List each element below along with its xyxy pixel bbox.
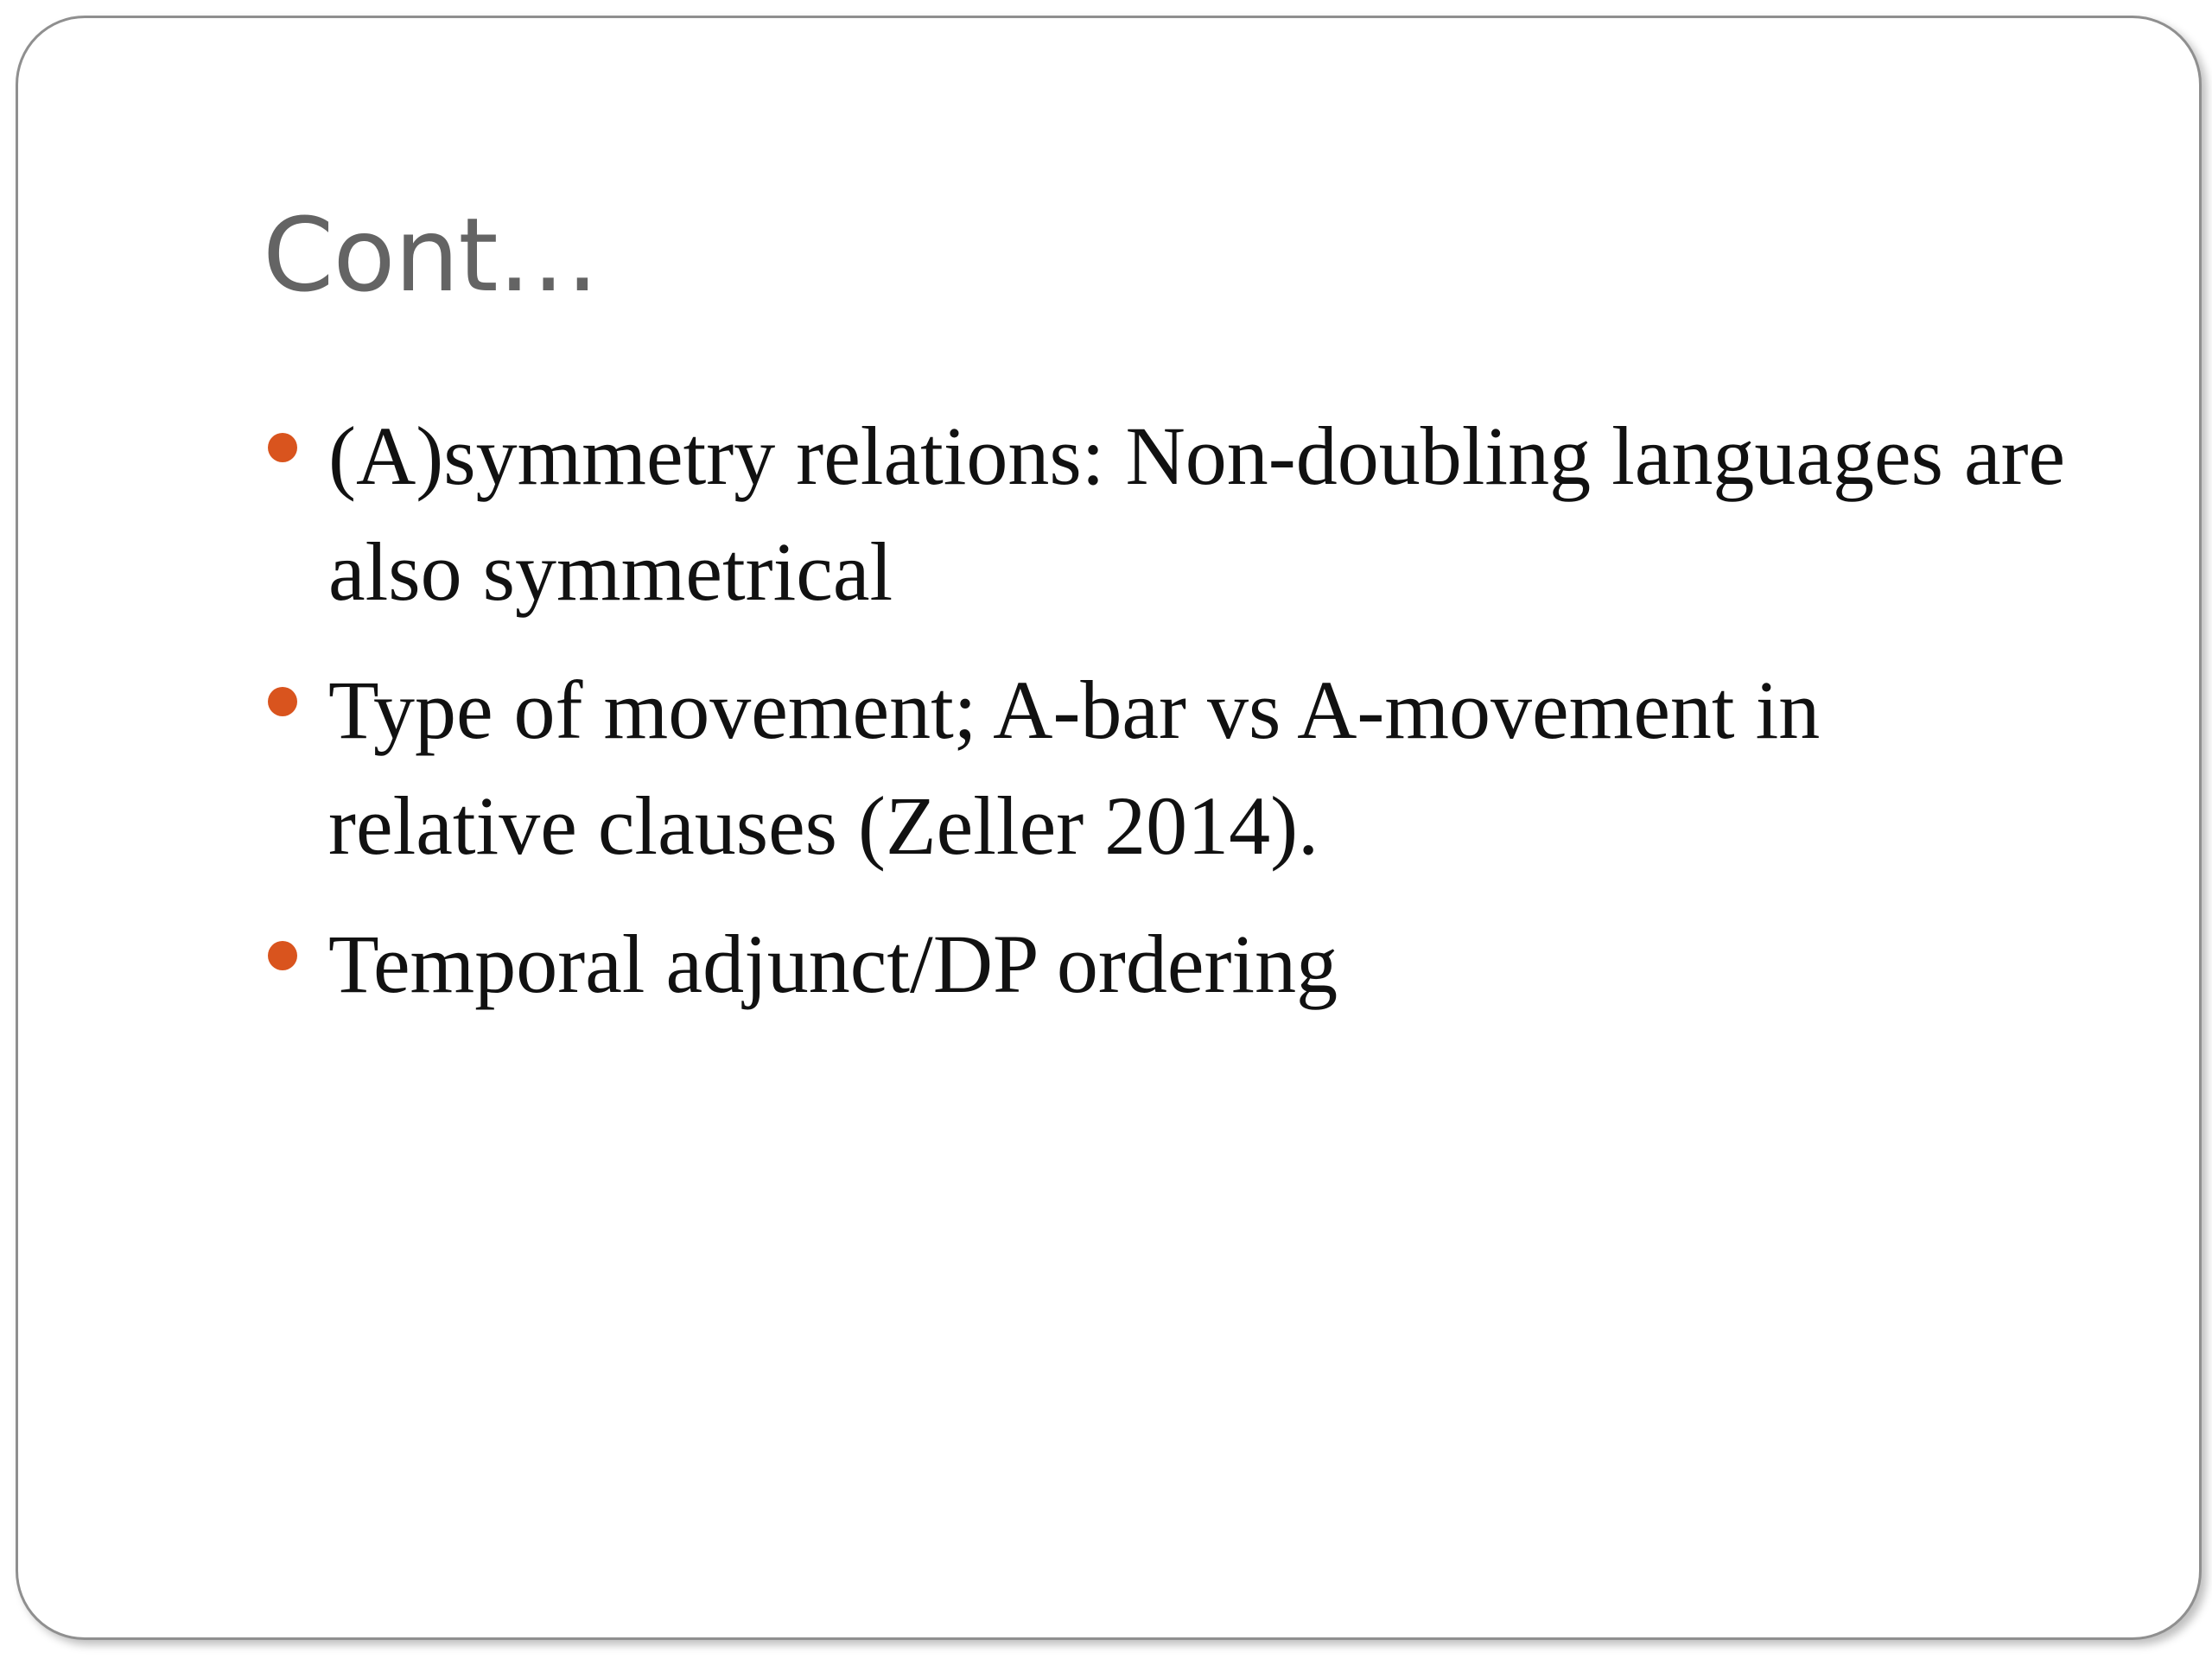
bullet-text: Type of movement; A-bar vs A-movement in relative clauses (Zeller 2014). — [328, 664, 1821, 872]
bullet-dot-icon — [268, 687, 297, 716]
bullet-item — [263, 906, 2077, 1022]
bullet-item — [263, 398, 2077, 630]
bullet-dot-icon — [268, 941, 297, 970]
bullet-text: (A)symmetry relations: Non-doubling languages are also symmetrical — [328, 410, 2066, 618]
bullet-text: Temporal adjunct/DP ordering — [328, 918, 1338, 1010]
bullet-item — [263, 652, 2077, 884]
slide-frame — [16, 16, 2202, 1640]
bullet-list — [263, 398, 2077, 1045]
slide-title: Cont… — [263, 195, 599, 315]
bullet-dot-icon — [268, 433, 297, 462]
